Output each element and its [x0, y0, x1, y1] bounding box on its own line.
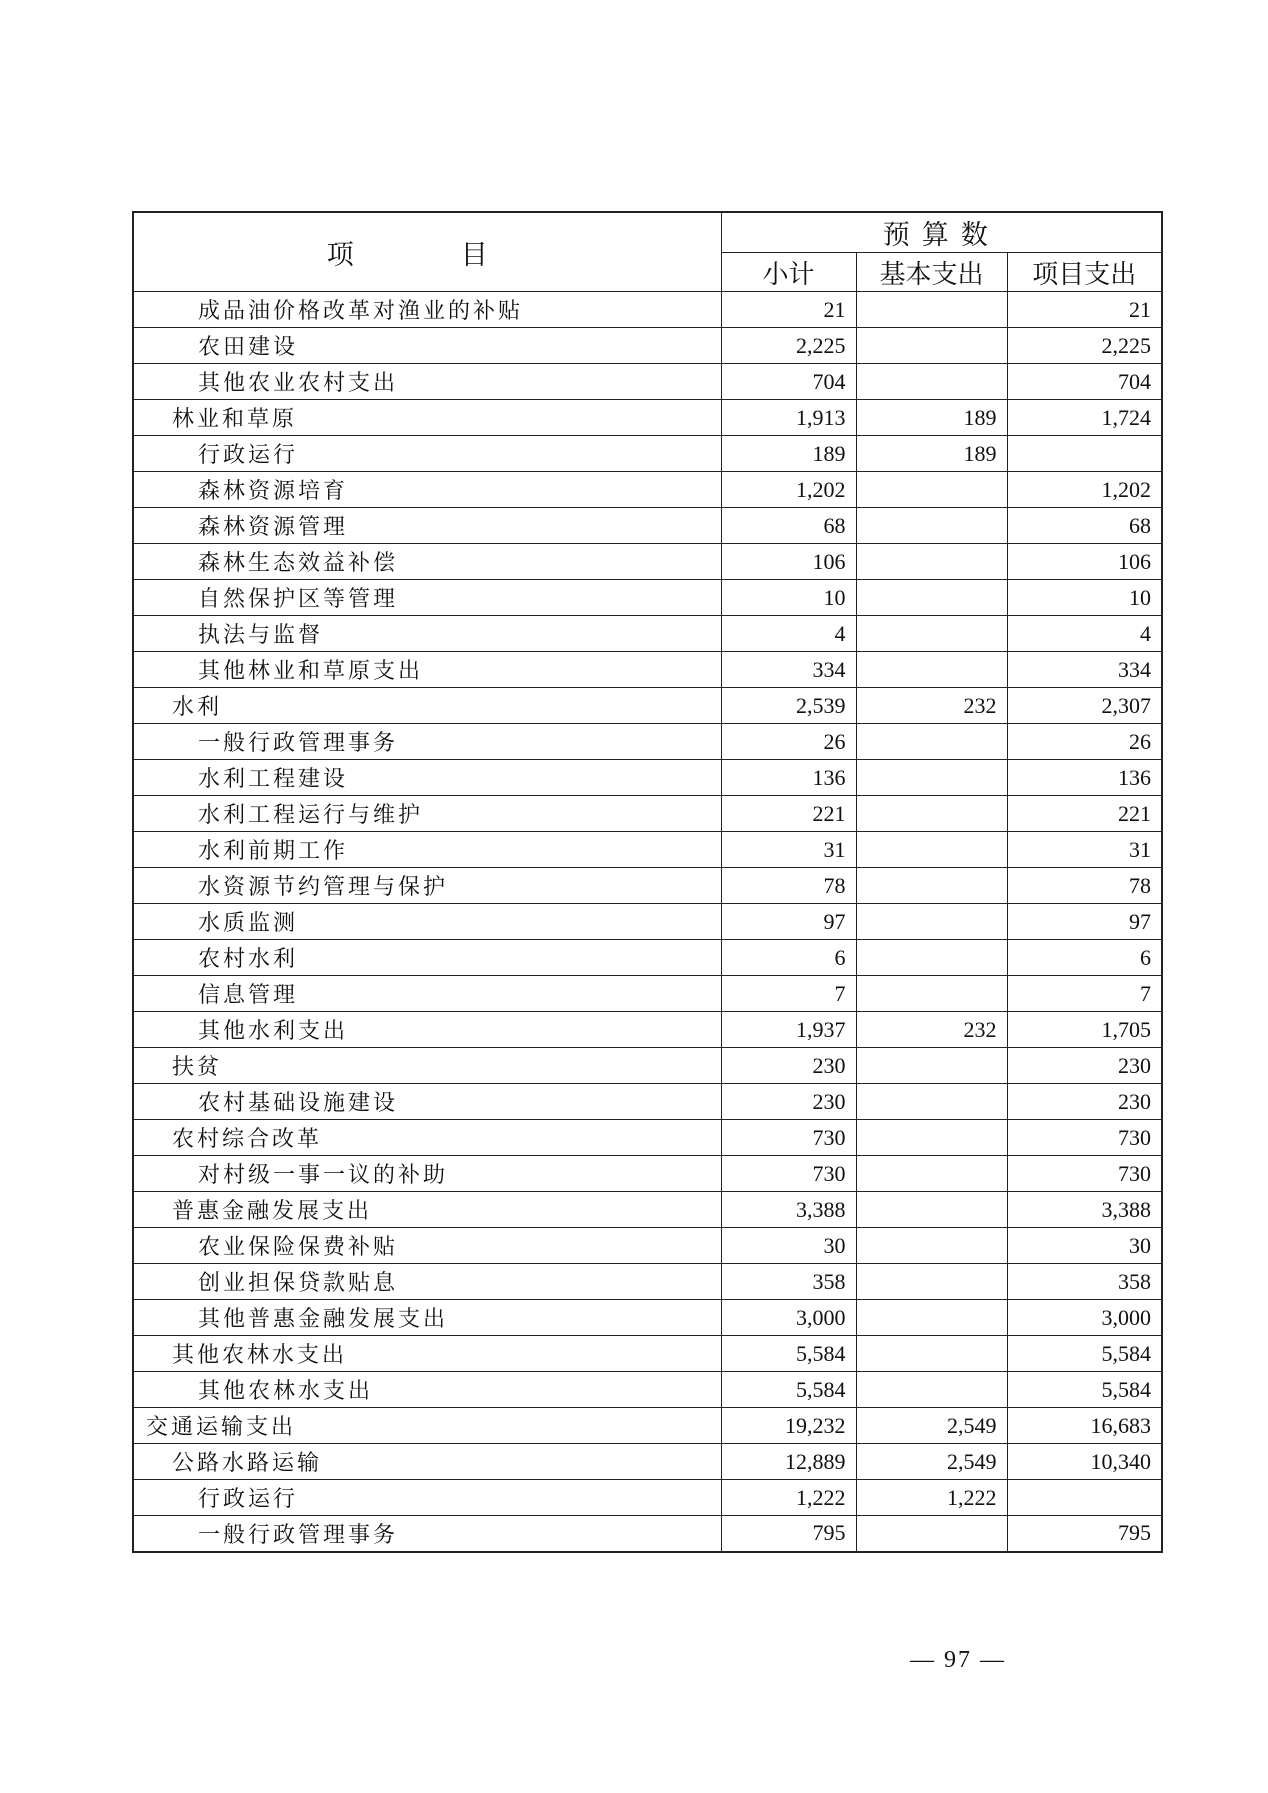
budget-table	[132, 211, 1163, 1553]
row-item-name: 信息管理	[133, 976, 721, 1012]
row-subtotal-cell: 2,539	[721, 688, 856, 724]
table-row	[133, 1120, 1162, 1156]
row-project-expense-cell: 3,388	[1007, 1192, 1162, 1228]
table-row	[133, 436, 1162, 472]
row-subtotal-cell: 1,937	[721, 1012, 856, 1048]
row-item-name: 水资源节约管理与保护	[133, 868, 721, 904]
row-item-name: 其他农林水支出	[133, 1372, 721, 1408]
row-item-name: 其他林业和草原支出	[133, 652, 721, 688]
row-project-expense-cell: 358	[1007, 1264, 1162, 1300]
table-row	[133, 796, 1162, 832]
table-row	[133, 1480, 1162, 1516]
row-project-expense-cell: 68	[1007, 508, 1162, 544]
row-project-expense-cell: 1,705	[1007, 1012, 1162, 1048]
table-row	[133, 1372, 1162, 1408]
row-item-name: 对村级一事一议的补助	[133, 1156, 721, 1192]
row-item-name: 执法与监督	[133, 616, 721, 652]
row-project-expense-cell: 730	[1007, 1120, 1162, 1156]
row-project-expense-cell: 3,000	[1007, 1300, 1162, 1336]
row-basic-expense-cell	[856, 1264, 1007, 1300]
row-basic-expense-cell	[856, 904, 1007, 940]
row-subtotal-cell: 704	[721, 364, 856, 400]
row-item-name: 其他水利支出	[133, 1012, 721, 1048]
row-project-expense-cell: 334	[1007, 652, 1162, 688]
row-item-name: 林业和草原	[133, 400, 721, 436]
row-item-name: 公路水路运输	[133, 1444, 721, 1480]
row-item-name: 农村水利	[133, 940, 721, 976]
row-basic-expense-cell	[856, 940, 1007, 976]
table-row	[133, 1408, 1162, 1444]
table-body	[133, 292, 1162, 1552]
row-project-expense-cell: 4	[1007, 616, 1162, 652]
row-basic-expense-cell	[856, 1048, 1007, 1084]
table-row	[133, 1084, 1162, 1120]
row-basic-expense-cell	[856, 580, 1007, 616]
table-row	[133, 508, 1162, 544]
table-row	[133, 1264, 1162, 1300]
row-project-expense-cell: 5,584	[1007, 1336, 1162, 1372]
table-row	[133, 760, 1162, 796]
row-basic-expense-cell	[856, 1228, 1007, 1264]
row-basic-expense-cell	[856, 1336, 1007, 1372]
row-subtotal-cell: 4	[721, 616, 856, 652]
table-row	[133, 1444, 1162, 1480]
row-item-name: 水利前期工作	[133, 832, 721, 868]
row-basic-expense-cell: 189	[856, 436, 1007, 472]
row-basic-expense-cell	[856, 976, 1007, 1012]
budget-group-header: 预算数	[721, 212, 1162, 253]
row-item-name: 一般行政管理事务	[133, 1516, 721, 1552]
row-basic-expense-cell	[856, 1192, 1007, 1228]
row-basic-expense-cell	[856, 796, 1007, 832]
row-item-name: 行政运行	[133, 1480, 721, 1516]
row-subtotal-cell: 230	[721, 1084, 856, 1120]
row-basic-expense-cell	[856, 1156, 1007, 1192]
row-subtotal-cell: 1,222	[721, 1480, 856, 1516]
table-row	[133, 832, 1162, 868]
row-basic-expense-cell: 1,222	[856, 1480, 1007, 1516]
row-project-expense-cell: 230	[1007, 1048, 1162, 1084]
subtotal-column-header: 小计	[721, 253, 856, 292]
row-basic-expense-cell	[856, 832, 1007, 868]
table-row	[133, 1300, 1162, 1336]
row-subtotal-cell: 730	[721, 1156, 856, 1192]
row-subtotal-cell: 7	[721, 976, 856, 1012]
project-expense-column-header: 项目支出	[1007, 253, 1162, 292]
row-project-expense-cell: 30	[1007, 1228, 1162, 1264]
basic-expense-column-header: 基本支出	[856, 253, 1007, 292]
row-item-name: 一般行政管理事务	[133, 724, 721, 760]
row-basic-expense-cell	[856, 616, 1007, 652]
row-item-name: 成品油价格改革对渔业的补贴	[133, 292, 721, 328]
row-item-name: 森林资源培育	[133, 472, 721, 508]
table-row	[133, 724, 1162, 760]
row-subtotal-cell: 5,584	[721, 1336, 856, 1372]
row-project-expense-cell: 5,584	[1007, 1372, 1162, 1408]
row-subtotal-cell: 5,584	[721, 1372, 856, 1408]
row-project-expense-cell: 31	[1007, 832, 1162, 868]
row-basic-expense-cell	[856, 652, 1007, 688]
row-subtotal-cell: 31	[721, 832, 856, 868]
table-row	[133, 868, 1162, 904]
row-basic-expense-cell	[856, 760, 1007, 796]
row-subtotal-cell: 334	[721, 652, 856, 688]
row-basic-expense-cell	[856, 1084, 1007, 1120]
row-subtotal-cell: 10	[721, 580, 856, 616]
row-item-name: 创业担保贷款贴息	[133, 1264, 721, 1300]
table-row	[133, 544, 1162, 580]
row-basic-expense-cell	[856, 1516, 1007, 1552]
table-row	[133, 400, 1162, 436]
row-item-name: 自然保护区等管理	[133, 580, 721, 616]
row-subtotal-cell: 2,225	[721, 328, 856, 364]
row-item-name: 其他农业农村支出	[133, 364, 721, 400]
row-subtotal-cell: 106	[721, 544, 856, 580]
table-row	[133, 1228, 1162, 1264]
row-basic-expense-cell	[856, 328, 1007, 364]
row-project-expense-cell: 16,683	[1007, 1408, 1162, 1444]
row-basic-expense-cell: 232	[856, 1012, 1007, 1048]
row-subtotal-cell: 6	[721, 940, 856, 976]
row-subtotal-cell: 230	[721, 1048, 856, 1084]
row-item-name: 行政运行	[133, 436, 721, 472]
row-subtotal-cell: 136	[721, 760, 856, 796]
item-column-header: 项 目	[133, 212, 721, 292]
row-subtotal-cell: 1,202	[721, 472, 856, 508]
row-basic-expense-cell: 2,549	[856, 1408, 1007, 1444]
row-item-name: 普惠金融发展支出	[133, 1192, 721, 1228]
row-item-name: 水利工程建设	[133, 760, 721, 796]
row-item-name: 水质监测	[133, 904, 721, 940]
row-basic-expense-cell: 189	[856, 400, 1007, 436]
row-project-expense-cell: 10	[1007, 580, 1162, 616]
row-project-expense-cell: 26	[1007, 724, 1162, 760]
row-basic-expense-cell	[856, 724, 1007, 760]
row-item-name: 农业保险保费补贴	[133, 1228, 721, 1264]
table-row	[133, 580, 1162, 616]
row-project-expense-cell: 1,724	[1007, 400, 1162, 436]
row-subtotal-cell: 3,388	[721, 1192, 856, 1228]
row-subtotal-cell: 730	[721, 1120, 856, 1156]
row-subtotal-cell: 19,232	[721, 1408, 856, 1444]
table-row	[133, 1516, 1162, 1552]
row-subtotal-cell: 12,889	[721, 1444, 856, 1480]
row-subtotal-cell: 78	[721, 868, 856, 904]
row-project-expense-cell: 730	[1007, 1156, 1162, 1192]
table-row	[133, 1156, 1162, 1192]
row-subtotal-cell: 189	[721, 436, 856, 472]
row-project-expense-cell: 21	[1007, 292, 1162, 328]
row-subtotal-cell: 221	[721, 796, 856, 832]
table-row	[133, 1336, 1162, 1372]
row-subtotal-cell: 358	[721, 1264, 856, 1300]
row-basic-expense-cell	[856, 544, 1007, 580]
table-row	[133, 940, 1162, 976]
row-project-expense-cell: 7	[1007, 976, 1162, 1012]
row-subtotal-cell: 21	[721, 292, 856, 328]
row-subtotal-cell: 26	[721, 724, 856, 760]
table-row	[133, 1048, 1162, 1084]
row-project-expense-cell: 1,202	[1007, 472, 1162, 508]
row-item-name: 森林生态效益补偿	[133, 544, 721, 580]
row-item-name: 其他农林水支出	[133, 1336, 721, 1372]
row-basic-expense-cell	[856, 1120, 1007, 1156]
row-basic-expense-cell: 232	[856, 688, 1007, 724]
row-project-expense-cell: 221	[1007, 796, 1162, 832]
row-basic-expense-cell	[856, 868, 1007, 904]
row-item-name: 森林资源管理	[133, 508, 721, 544]
row-project-expense-cell: 136	[1007, 760, 1162, 796]
table-row	[133, 652, 1162, 688]
row-project-expense-cell: 2,225	[1007, 328, 1162, 364]
row-project-expense-cell: 78	[1007, 868, 1162, 904]
table-row	[133, 292, 1162, 328]
table-row	[133, 1012, 1162, 1048]
row-item-name: 其他普惠金融发展支出	[133, 1300, 721, 1336]
table-row	[133, 976, 1162, 1012]
table-row	[133, 688, 1162, 724]
row-item-name: 扶贫	[133, 1048, 721, 1084]
row-project-expense-cell: 6	[1007, 940, 1162, 976]
row-project-expense-cell: 97	[1007, 904, 1162, 940]
table-row	[133, 904, 1162, 940]
row-project-expense-cell: 704	[1007, 364, 1162, 400]
row-subtotal-cell: 30	[721, 1228, 856, 1264]
row-subtotal-cell: 3,000	[721, 1300, 856, 1336]
row-subtotal-cell: 795	[721, 1516, 856, 1552]
row-project-expense-cell: 795	[1007, 1516, 1162, 1552]
page-number: — 97 —	[910, 1647, 1006, 1673]
row-basic-expense-cell	[856, 472, 1007, 508]
table-row	[133, 472, 1162, 508]
row-item-name: 水利	[133, 688, 721, 724]
row-project-expense-cell: 2,307	[1007, 688, 1162, 724]
table-row	[133, 328, 1162, 364]
table-row	[133, 1192, 1162, 1228]
row-project-expense-cell: 10,340	[1007, 1444, 1162, 1480]
row-item-name: 农村综合改革	[133, 1120, 721, 1156]
table-row	[133, 364, 1162, 400]
row-basic-expense-cell	[856, 292, 1007, 328]
row-item-name: 农村基础设施建设	[133, 1084, 721, 1120]
row-basic-expense-cell: 2,549	[856, 1444, 1007, 1480]
row-item-name: 交通运输支出	[133, 1408, 721, 1444]
row-project-expense-cell: 230	[1007, 1084, 1162, 1120]
row-basic-expense-cell	[856, 508, 1007, 544]
row-subtotal-cell: 97	[721, 904, 856, 940]
row-subtotal-cell: 1,913	[721, 400, 856, 436]
table-row	[133, 616, 1162, 652]
row-project-expense-cell	[1007, 436, 1162, 472]
row-item-name: 水利工程运行与维护	[133, 796, 721, 832]
table-header	[133, 212, 1162, 292]
row-project-expense-cell	[1007, 1480, 1162, 1516]
row-subtotal-cell: 68	[721, 508, 856, 544]
row-basic-expense-cell	[856, 364, 1007, 400]
row-project-expense-cell: 106	[1007, 544, 1162, 580]
row-basic-expense-cell	[856, 1372, 1007, 1408]
row-item-name: 农田建设	[133, 328, 721, 364]
row-basic-expense-cell	[856, 1300, 1007, 1336]
